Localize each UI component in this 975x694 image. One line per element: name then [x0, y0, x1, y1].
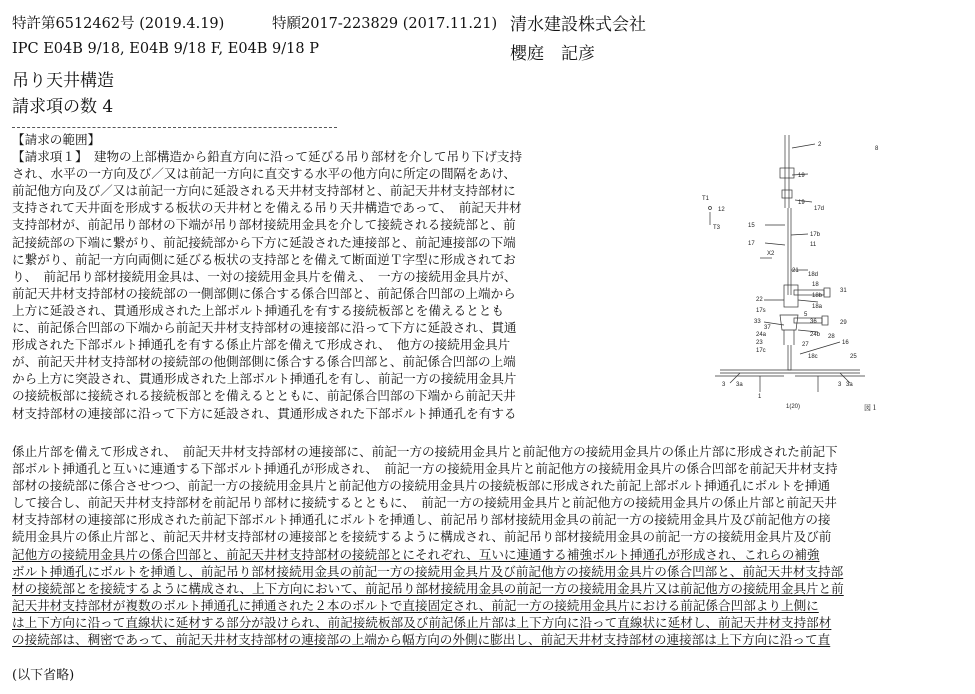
claim-line-underlined: ボルト挿通孔にボルトを挿通し、前記吊り部材接続用金具の前記一方の接続用金具片及び前記他方の接続用金具片の係合凹部と、前記天井材支持部	[12, 563, 844, 579]
claim-line: り、 前記吊り部材接続用金具は、一対の接続用金具片を備え、 一方の接続用金具片が、	[12, 268, 517, 284]
figure-label: 18c	[808, 354, 818, 360]
claim-line-underlined: 記天井材支持部材が複数のボルト挿通孔に挿通された２本のボルトで直接固定され、前記一方の接続用金具片における前記係合凹部より上側に	[12, 597, 819, 613]
figure-label: 24a	[756, 332, 767, 338]
claim-line: 形成された下部ボルト挿通孔を有する係止片部を備えて形成され、 他方の接続用金具片	[12, 337, 511, 353]
claim-line: が、前記天井材支持部材の接続部の他側部側に係合する係合凹部と、前記係合凹部の上端	[12, 354, 516, 370]
claim-line: 材支持部材の連接部に沿って下方に延設され、貫通形成された下部ボルト挿通孔を有する	[12, 405, 517, 421]
figure-label: 18a	[812, 304, 823, 310]
figure-label: 3	[838, 382, 842, 388]
figure-label: T3	[713, 225, 721, 231]
invention-title: 吊り天井構造	[12, 71, 114, 91]
figure-label: 11	[810, 242, 817, 248]
claim-line: に、前記係合凹部の下端から前記天井材支持部材の連接部に沿って下方に延設され、貫通	[12, 320, 517, 336]
figure-label: 25	[850, 354, 857, 360]
registration-date: (2019.4.19)	[139, 16, 225, 32]
figure-label: 33	[754, 319, 761, 325]
patent-figure	[700, 130, 900, 420]
figure-label: 23	[756, 340, 763, 346]
figure-label: 31	[840, 288, 847, 294]
figure-label: 22	[756, 297, 763, 303]
claim-line-underlined: 材の接続部とを接続するように構成され、上下方向において、前記吊り部材接続用金具の前記一方の接続用金具片又は前記他方の接続用金具片と前	[12, 580, 844, 596]
claim-line: の接続板部に接続される接続板部とを備えるとともに、前記係合凹部の下端から前記天井	[12, 388, 516, 404]
claim-line-underlined: 記他方の接続用金具片の係合凹部と、前記天井材支持部材の接続部とにそれぞれ、互いに連通する補強ボルト挿通孔が形成され、これらの補強	[12, 546, 820, 562]
claims-section-title: 【請求の範囲】	[12, 132, 101, 147]
figure-label: 3a	[736, 382, 743, 388]
figure-label: 16	[842, 340, 849, 346]
figure-label: 19	[798, 173, 805, 179]
figure-label: 17s	[756, 308, 766, 314]
omitted-note: (以下省略)	[12, 668, 75, 683]
figure-label: 27	[802, 342, 809, 348]
figure-label: 17c	[756, 348, 766, 354]
claim-line: 前記天井材支持部材の接続部の一側部側に係合する係合凹部と、前記係合凹部の上端から	[12, 285, 516, 301]
figure-label: 18d	[808, 272, 819, 278]
figure-caption: 図１	[864, 405, 878, 412]
claim-line: 続用金具片の係止片部と、前記天井材支持部材の連接部とを接続するように構成され、前記吊り部材接続用金具の前記一方の接続用金具片及び前	[12, 529, 832, 545]
ipc-classification: IPC E04B 9/18, E04B 9/18 F, E04B 9/18 P	[12, 41, 319, 57]
patent-number-line	[12, 12, 224, 33]
claim-line: 部ボルト挿通孔と互いに連通する下部ボルト挿通孔が形成され、 前記一方の接続用金具片と前記他方の接続用金具片の係合凹部を前記天井材支持	[12, 461, 838, 477]
claim-line: 係止片部を備えて形成され、 前記天井材支持部材の連接部に、前記一方の接続用金具片と前記他方の接続用金具片の係止片部に形成された前記下	[12, 444, 838, 459]
claim-line: して接合し、前記天井材支持部材を前記吊り部材に接続するとともに、 前記一方の接続用金具片と前記他方の接続用金具片の係止片部と前記天井	[12, 495, 837, 511]
figure-label: 36	[810, 319, 817, 325]
figure-label: 19	[798, 200, 805, 206]
figure-label: 18b	[812, 293, 823, 299]
figure-label: X2	[767, 251, 775, 257]
figure-label: 5	[804, 312, 808, 318]
claim-line: 部材の接続部に係合させつつ、前記一方の接続用金具片と前記他方の接続用金具片の接続板部に形成された前記上部ボルト挿通孔にボルトを挿通	[12, 478, 831, 494]
claim-line: 材支持部材の連接部に形成された前記下部ボルト挿通孔にボルトを挿通し、前記吊り部材接続用金具の前記一方の接続用金具片及び前記他方の接	[12, 512, 831, 528]
figure-label: 29	[840, 320, 847, 326]
figure-label: 8	[875, 146, 879, 152]
claim-line: 記接続部の下端に繋がり、前記接続部から下方に延設された連接部と、前記連接部の下端	[12, 234, 516, 250]
figure-label: 21	[792, 268, 799, 274]
figure-label: 2	[818, 142, 822, 148]
figure-label: 3a	[846, 382, 853, 388]
figure-label: 12	[718, 207, 725, 213]
figure-label: 3	[722, 382, 726, 388]
figure-label: 15	[748, 223, 755, 229]
figure-label: 1	[758, 394, 762, 400]
application-number: 特願2017-223829	[272, 16, 399, 32]
claims-text-upper	[12, 131, 612, 422]
figure-label: T1	[702, 196, 710, 202]
figure-label: 28	[828, 334, 835, 340]
applicant: 清水建設株式会社	[510, 15, 646, 35]
figure-label: 17	[748, 241, 755, 247]
application-number-line	[272, 12, 497, 33]
claims-text-lower	[12, 443, 967, 648]
inventor: 櫻庭 記彦	[510, 44, 595, 64]
claim-line: され、水平の一方向及び／又は前記一方向に直交する水平の他方向に所定の間隔をあけ、	[12, 166, 517, 182]
claim-line: 支持部材が、前記吊り部材の下端が吊り部材接続用金具を介して接続される接続部と、前	[12, 217, 516, 233]
figure-label: 24b	[810, 332, 821, 338]
claim-line-underlined: は上下方向に沿って直線状に延材する部分が設けられ、前記接続板部及び前記係止片部は上下方向に沿って直線状に延材し、前記天井材支持部材	[12, 614, 832, 630]
claim-line-underlined: の接続部は、稠密であって、前記天井材支持部材の連接部の上端から幅方向の外側に膨出し、前記天井材支持部材の連接部は上下方向に沿って直	[12, 632, 831, 648]
claim-line: から上方に突設され、貫通形成された上部ボルト挿通孔を有し、前記一方の接続用金具片	[12, 371, 517, 387]
claim-line: 【請求項１】 建物の上部構造から鉛直方向に沿って延びる吊り部材を介して吊り下げ支持	[12, 149, 523, 165]
separator-line	[12, 127, 337, 128]
figure-label: 37	[764, 325, 771, 331]
patent-number: 特許第6512462号	[12, 16, 135, 32]
claim-line: 上方に延設され、貫通形成された上部ボルト挿通孔を有する接続板部とを備えるととも	[12, 302, 504, 318]
claims-count: 請求項の数 4	[12, 97, 114, 117]
figure-label: 17d	[814, 206, 825, 212]
figure-label: 1(20)	[786, 404, 801, 410]
figure-label: 18	[812, 282, 819, 288]
application-date: (2017.11.21)	[402, 16, 498, 32]
claim-line: に繋がり、前記一方向両側に延びる板状の支持部とを備えて断面逆Ｔ字型に形成されてお	[12, 251, 516, 267]
figure-label: 17b	[810, 232, 821, 238]
claim-line: 前記他方向及び／又は前記一方向に延設される天井材支持部材と、前記天井材支持部材に	[12, 183, 516, 199]
claim-line: 支持されて天井面を形成する板状の天井材とを備える吊り天井構造であって、 前記天井材	[12, 200, 522, 216]
